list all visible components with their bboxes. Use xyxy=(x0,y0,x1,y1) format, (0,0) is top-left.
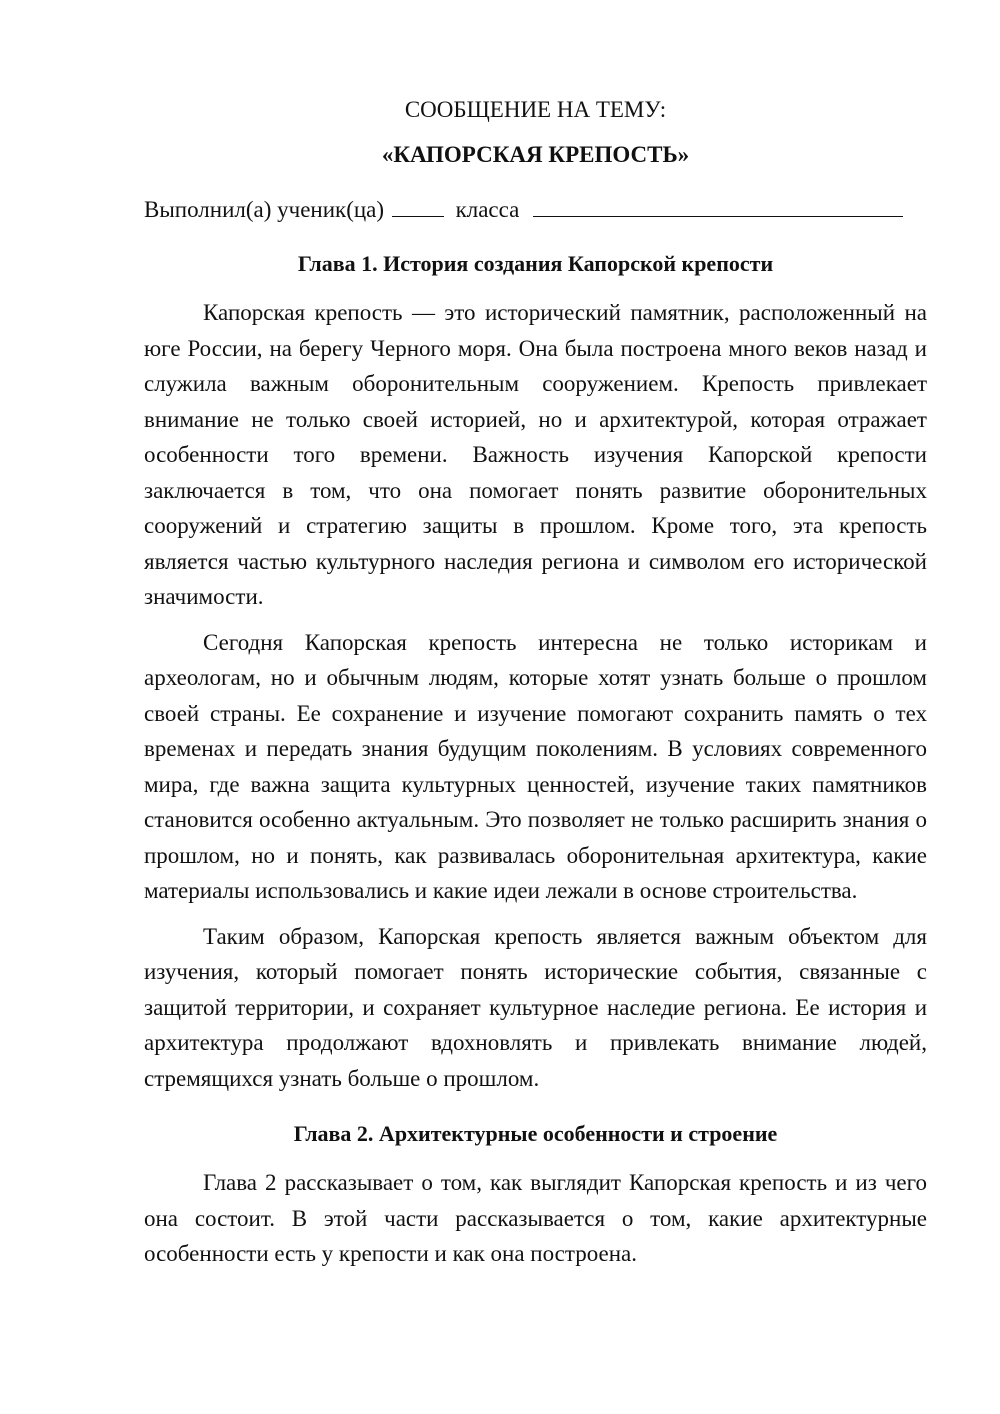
chapter-1-paragraph-2: Сегодня Капорская крепость интересна не только историкам и археологам, но и обычным людям, которые хотят узнать больше о прошлом своей страны. Ее сохранение и изучение помогают сохранить память о тех временах и передать знания будущим поколениям. В условиях современного мира, где важна защита культурных ценностей, изучение таких памятников становится особенно актуальным. Это позволяет не только расширить знания о прошлом, но и понять, как развивалась оборонительная архитектура, какие материалы использовались и какие идеи лежали в основе строительства. xyxy=(144,629,927,903)
chapter-1-paragraph-1: Капорская крепость — это исторический памятник, расположенный на юге России, на берегу Черного моря. Она была построена много веков назад и служила важным оборонительным сооружением. Крепость привлекает внимание не только своей историей, но и архитектурой, которая отражает особенности того времени. Важность изучения Капорской крепости заключается в том, что она помогает понять развитие оборонительных сооружений и стратегию защиты в прошлом. Кроме того, эта крепость является частью культурного наследия региона и символом его исторической значимости. xyxy=(144,300,927,609)
chapter-2-paragraph-1: Глава 2 рассказывает о том, как выглядит Капорская крепость и из чего она состоит. В этой части рассказывается о том, какие архитектурные особенности есть у крепости и как она построена. xyxy=(144,1170,927,1266)
document-page xyxy=(144,92,927,1272)
class-label: класса xyxy=(455,197,520,222)
chapter-1-heading: Глава 1. История создания Капорской крепости xyxy=(297,251,774,276)
author-label: Выполнил(а) ученик(ца) xyxy=(144,197,385,222)
author-line xyxy=(144,192,927,227)
chapter-2-heading: Глава 2. Архитектурные особенности и строение xyxy=(293,1121,778,1146)
document-subtitle: «КАПОРСКАЯ КРЕПОСТЬ» xyxy=(381,142,690,167)
document-title: СООБЩЕНИЕ НА ТЕМУ: xyxy=(404,97,667,122)
chapter-1-paragraph-3: Таким образом, Капорская крепость является важным объектом для изучения, который помогает понять исторические события, связанные с защитой территории, и сохраняет культурное наследие региона. Ее история и архитектура продолжают вдохновлять и привлекать внимание людей, стремящихся узнать больше о прошлом. xyxy=(144,923,927,1091)
author-name-blank xyxy=(533,194,903,217)
class-number-blank xyxy=(392,194,444,217)
